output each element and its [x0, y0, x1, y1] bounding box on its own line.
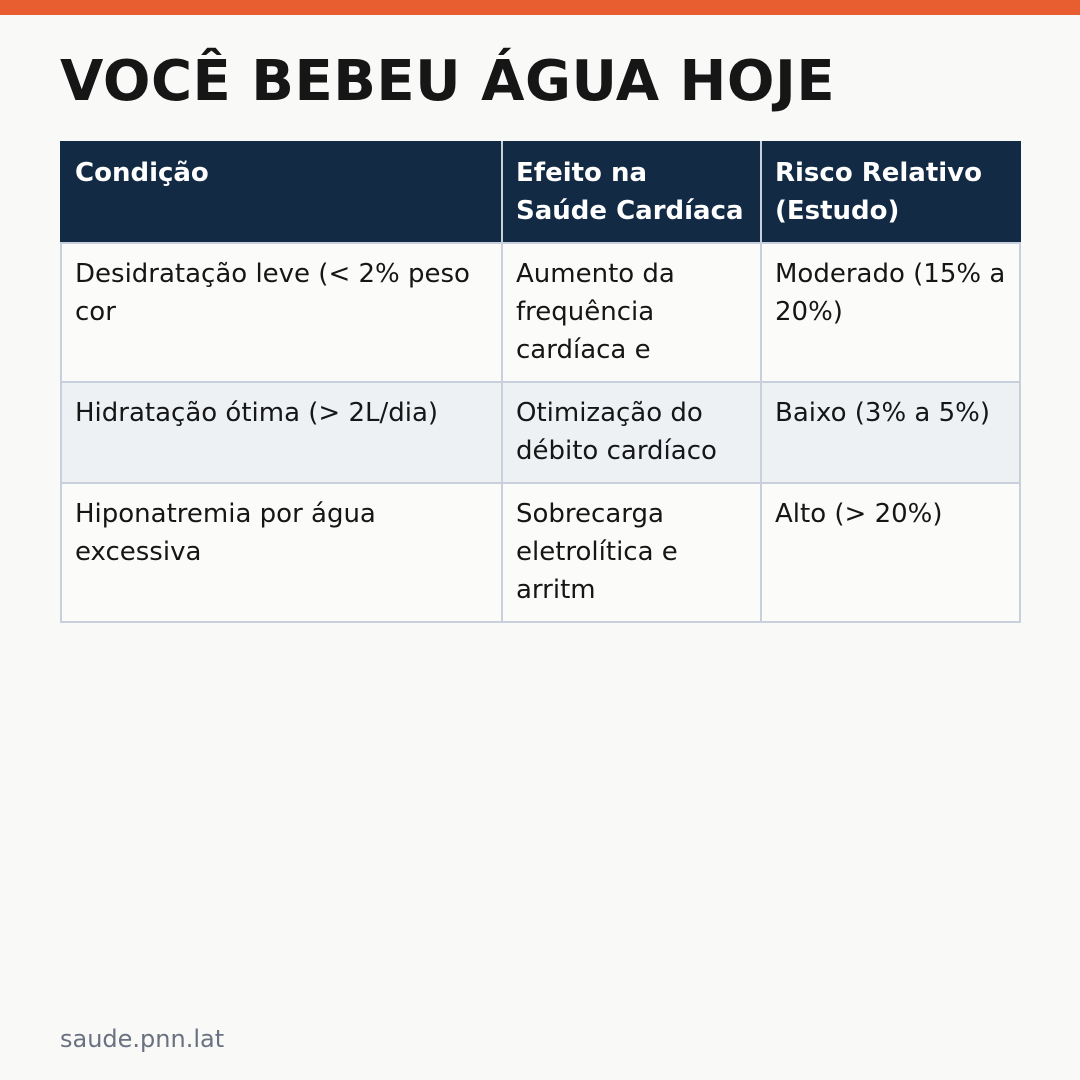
- table-row: [61, 243, 1020, 382]
- page-title: VOCÊ BEBEU ÁGUA HOJE: [60, 49, 836, 114]
- cell-condicao: Hidratação ótima (> 2L/dia): [61, 382, 502, 483]
- table-row: [61, 382, 1020, 483]
- accent-bar: [0, 0, 1080, 15]
- cell-risco: Moderado (15% a 20%): [761, 243, 1020, 382]
- table-row: [61, 483, 1020, 622]
- cell-condicao: Hiponatremia por água excessiva: [61, 483, 502, 622]
- column-header-efeito: Efeito na Saúde Cardíaca: [502, 142, 761, 243]
- cell-efeito: Sobrecarga eletrolítica e arritm: [502, 483, 761, 622]
- comparison-table: [60, 141, 1021, 623]
- table-header-row: [61, 142, 1020, 243]
- cell-efeito: Aumento da frequência cardíaca e: [502, 243, 761, 382]
- cell-condicao: Desidratação leve (< 2% peso cor: [61, 243, 502, 382]
- column-header-condicao: Condição: [61, 142, 502, 243]
- cell-risco: Baixo (3% a 5%): [761, 382, 1020, 483]
- cell-risco: Alto (> 20%): [761, 483, 1020, 622]
- column-header-risco: Risco Relativo (Estudo): [761, 142, 1020, 243]
- cell-efeito: Otimização do débito cardíaco: [502, 382, 761, 483]
- footer-url: saude.pnn.lat: [60, 1025, 225, 1053]
